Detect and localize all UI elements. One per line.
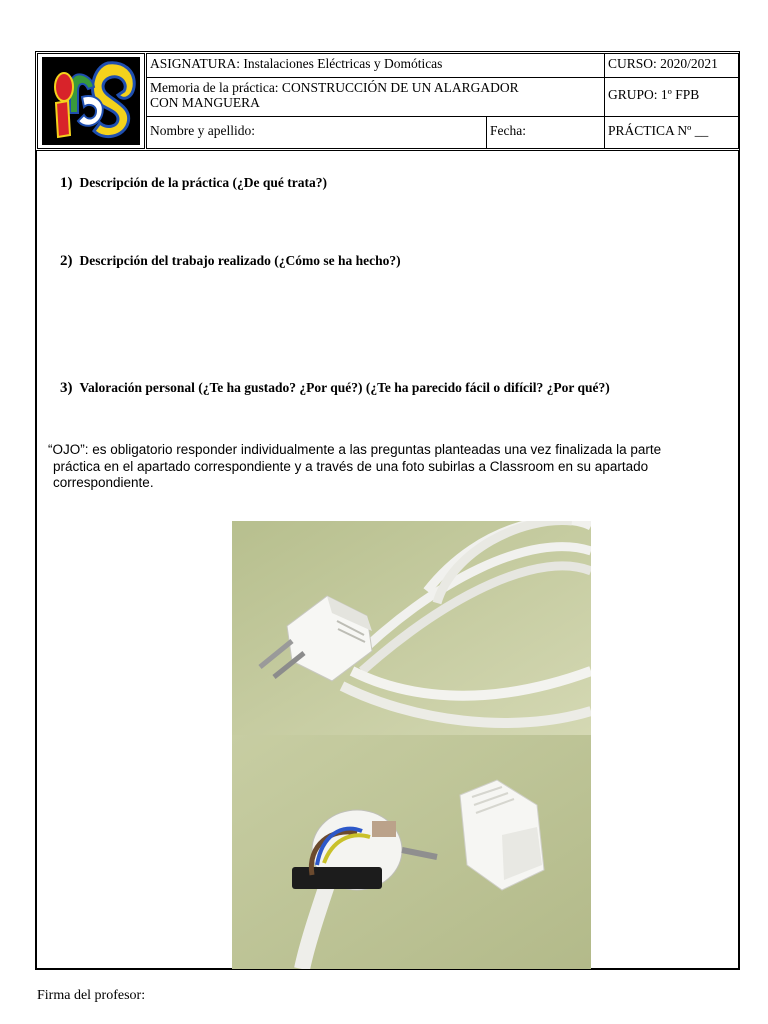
- question-1-number: 1): [60, 175, 73, 191]
- subject-text: ASIGNATURA: Instalaciones Eléctricas y Domóticas: [150, 56, 443, 71]
- logo-cell: [37, 53, 145, 149]
- question-3-number: 3): [60, 380, 73, 396]
- question-2: [60, 253, 401, 270]
- name-label: Nombre y apellido:: [150, 123, 255, 138]
- name-cell[interactable]: [146, 116, 487, 149]
- question-2-text: Descripción del trabajo realizado (¿Cómo se ha hecho?): [79, 253, 401, 268]
- photo-plug-cable: [232, 521, 591, 735]
- subject-cell: [146, 53, 605, 78]
- question-3: [60, 380, 610, 397]
- note-line1: “OJO”: es obligatorio responder individualmente a las preguntas planteadas una vez finalizada la parte: [48, 442, 662, 457]
- photo-plug-disassembled: [232, 735, 591, 969]
- memoria-line2: CON MANGUERA: [150, 95, 260, 110]
- practice-label: PRÁCTICA Nº __: [608, 123, 709, 138]
- course-cell: [604, 53, 739, 78]
- date-cell[interactable]: [486, 116, 605, 149]
- question-2-number: 2): [60, 253, 73, 269]
- note-paragraph: [48, 442, 708, 492]
- date-label: Fecha:: [490, 123, 526, 138]
- plug-cable-image: [232, 521, 591, 735]
- practice-cell[interactable]: [604, 116, 739, 149]
- plug-disassembled-image: [232, 735, 591, 969]
- note-line3: correspondiente.: [53, 475, 154, 490]
- memoria-cell: [146, 77, 605, 117]
- memoria-line1: Memoria de la práctica: CONSTRUCCIÓN DE UN ALARGADOR: [150, 80, 519, 95]
- signature-label: Firma del profesor:: [37, 988, 146, 1003]
- question-3-text: Valoración personal (¿Te ha gustado? ¿Por qué?) (¿Te ha parecido fácil o difícil? ¿Por qué?): [79, 380, 610, 395]
- question-1-text: Descripción de la práctica (¿De qué trata?): [79, 175, 327, 190]
- group-text: GRUPO: 1º FPB: [608, 87, 700, 102]
- group-cell: [604, 77, 739, 117]
- note-line2: práctica en el apartado correspondiente y a través de una foto subirlas a Classroom en su apartado: [53, 458, 649, 474]
- course-text: CURSO: 2020/2021: [608, 56, 718, 71]
- school-logo: [42, 57, 140, 145]
- question-1: [60, 175, 327, 192]
- ies-logo-icon: [42, 57, 140, 145]
